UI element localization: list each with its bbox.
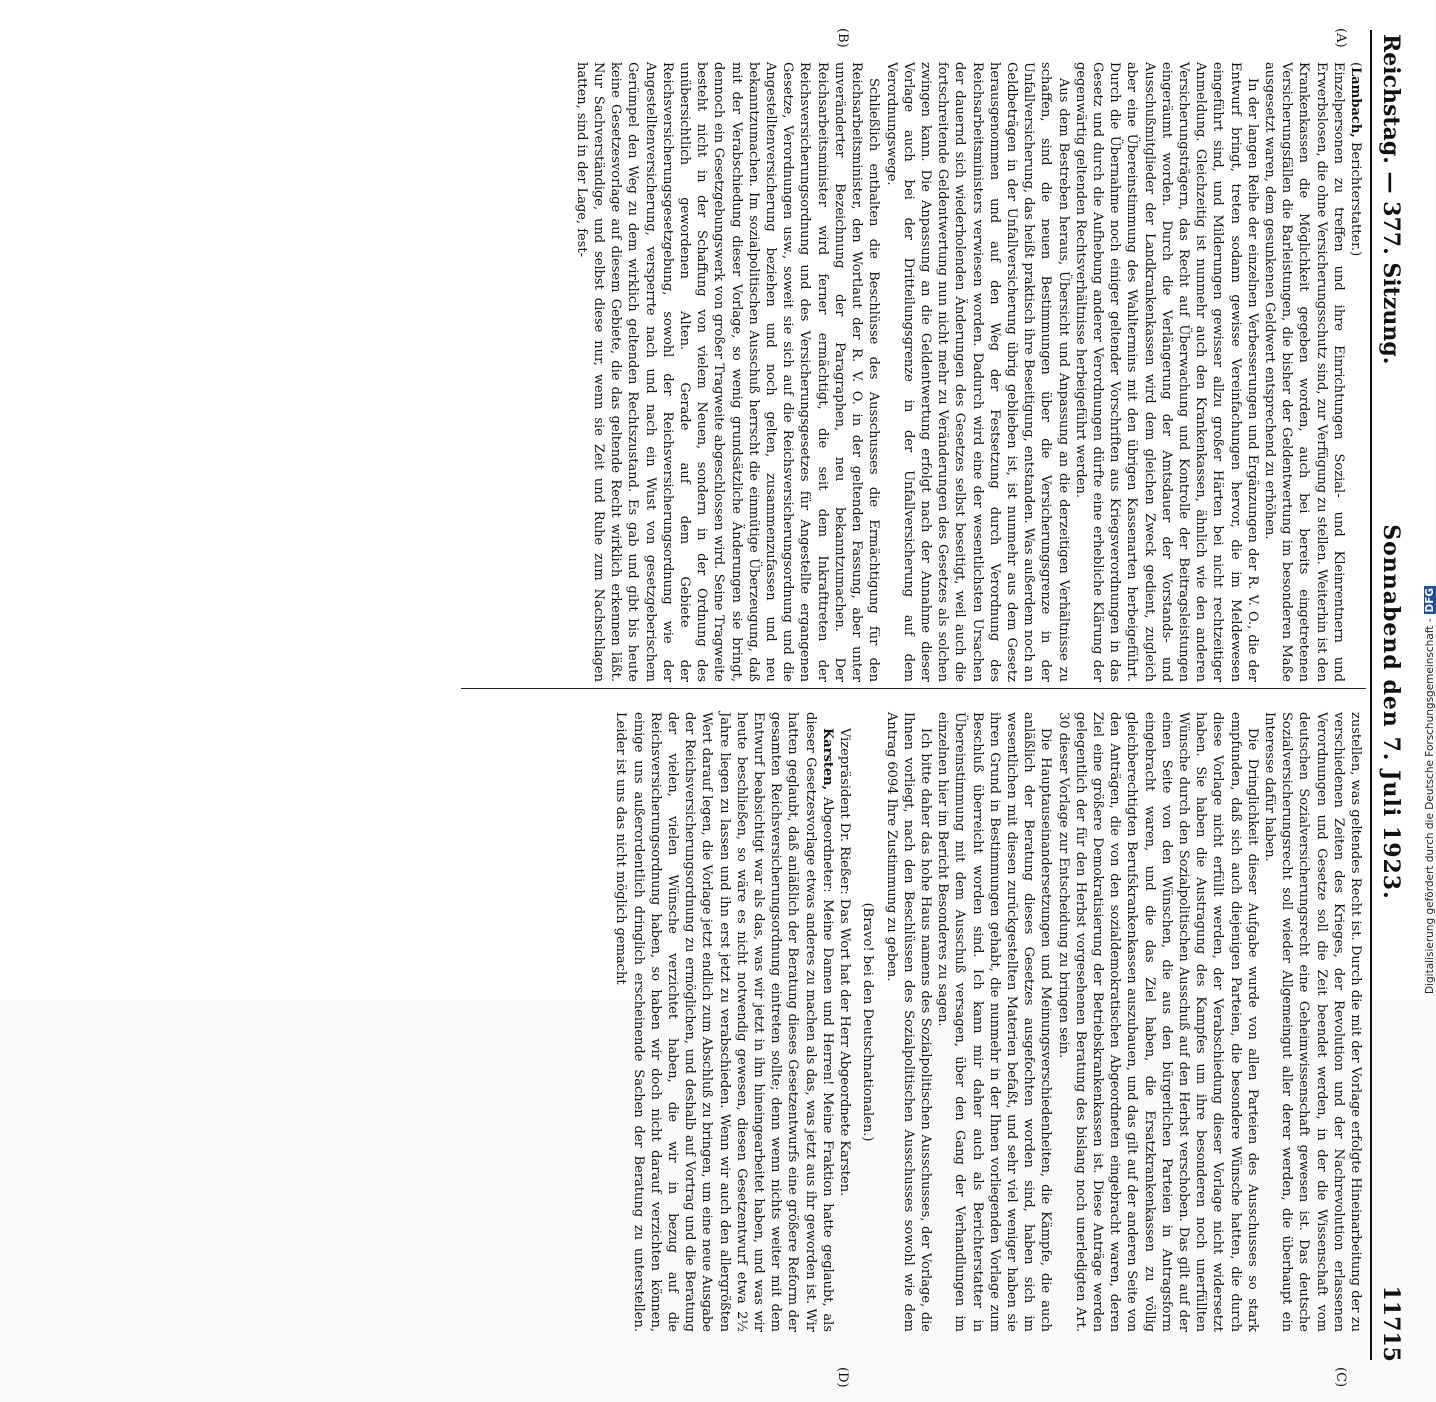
- left-column: [459, 62, 1364, 682]
- applause-note: (Bravo! bei den Deutschnationalen.): [860, 902, 876, 1142]
- paragraph: Schließlich enthalten die Beschlüsse des Ausschusses die Ermächtigung für den Reichsarbeitsminister, den Wortlaut der R. V. O. in der geltenden Fassung, aber unter unveränderter Bezeichnung der Paragraphen, neu bekanntzumachen. Der Reichsarbeitsminister wird ferner ermächtigt, die seit dem Inkrafttreten der Reichsversicherungsordnung und des Versicherungsgesetzes für Angestellte ergangenen Gesetze, Verordnungen usw., soweit sie sich auf die Reichsversicherungsordnung und die Angestelltenversicherung beziehen und noch gelten, zusammenzufassen und neu bekanntzumachen. Im sozialpolitischen Ausschuß herrscht die einmütige Überzeugung, daß mit der Verabschiedung dieser Vorlage, so wenig grundsätzliche Änderungen sie bringt, dennoch ein Gesetzgebungswerk von großer Tragweite abgeschlossen wird. Seine Tragweite besteht nicht in der Schaffung von vielem Neuen, sondern in der Ordnung des unübersichtlich gewordenen Alten. Gerade auf dem Gebiete der Reichsversicherungsgesetzgebung, sowohl der Reichsversicherungsordnung wie der Angestelltenversicherung, versperrte nach und nach ein Wust von gesetzgeberischem Gerümpel den Weg zu dem wirklich geltenden Rechtszustand. Es gab und gibt bis heute keine Gesetzesvorlage auf diesem Gebiete, die das geltende Recht wirklich erkennen läßt. Nur Sachverständige, und selbst diese nur, wenn sie Zeit und Ruhe zum Nachschlagen hatten, sind in der Lage, fest-: [573, 62, 882, 682]
- vice-president-intro: Vizepräsident Dr. Rießer: Das Wort hat der Herr Abgeordnete Karsten.: [837, 728, 853, 1197]
- paragraph: Die Hauptauseinandersetzungen und Meinungsverschiedenheiten, die Kämpfe, die auch anläßlich der Beratung dieses Gesetzes ausgefochten worden sind, haben sich im wesentlichen mit diesen zurückgestellten Materien befaßt, und sehr viel weniger haben sie ihren Grund in Bestimmungen gehabt, die nunmehr in der Ihnen vorliegenden Vorlage zum Beschluß überreicht worden sind. Ich kann mir daher auch als Berichterstatter in Übereinstimmung mit dem Ausschuß versagen, über den Gang der Verhandlungen im einzelnen hier im Bericht Besonderes zu sagen.: [935, 712, 1054, 1332]
- page-number: 11715: [1378, 1285, 1404, 1362]
- header-left: Reichstag. — 377. Sitzung.: [1378, 34, 1404, 365]
- karsten-speech: [612, 712, 836, 1332]
- margin-letter-c: (C): [1333, 1367, 1348, 1388]
- dfg-logo: DFG: [1424, 587, 1436, 613]
- paragraph: Die Dringlichkeit dieser Aufgabe wurde von allen Parteien des Ausschusses so stark empfunden, daß sich auch diejenigen Parteien, die besondere Wünsche hatten, die durch diese Vorlage nicht erfüllt werden, der Verabschiedung dieser Vorlage nicht widersetzt haben. Sie haben die Austragung des Kampfes um ihre besonderen noch unerfüllten Wünsche durch den Sozialpolitischen Ausschuß auf den Herbst verschoben. Das gilt auf der einen Seite von den Wünschen, die aus den bürgerlichen Parteien in Antragsform eingebracht waren, und die das Ziel haben, die Ersatzkrankenkassen zu völlig gleichberechtigten Berufskrankenkassen auszubauen, und das gilt auf der anderen Seite von den Anträgen, die von den sozialdemokratischen Abgeordneten eingebracht waren, deren Ziel eine größere Demokratisierung der Betriebskrankenkassen ist. Diese Anträge werden gelegentlich der für den Herbst vorgesehenen Beratung des bislang noch unerledigten Art. 30 dieser Vorlage zur Entscheidung zu bringen sein.: [1055, 712, 1260, 1332]
- digitization-note: [1424, 4, 1436, 994]
- karsten-text: Meine Damen und Herren! Meine Fraktion hatte geglaubt, als dieser Gesetzesvorlage etwas anderes zu machen als das, was jetzt aus ihr geworden ist. Wir hatten geglaubt, daß anläßlich der Beratung dieses Gesetzentwurfs eine größere Reform der gesamten Reichsversicherungsordnung eintreten sollte; denn wenn nichts weiter mit dem Entwurf beabsichtigt war als das, was wir jetzt in ihn hineingearbeitet haben, und was wir heute beschließen, so wäre es nicht notwendig gewesen, diesen Gesetzentwurf etwa 2½ Jahre liegen zu lassen und ihn erst jetzt zu verabschieden. Wenn wir auch den allergrößten Wert darauf legen, die Vorlage jetzt endlich zum Abschluß zu bringen, um eine neue Ausgabe der Reichsversicherungsordnung zu ermöglichen, und deshalb auf Vortrag und die Beratung der vielen, vielen Wünsche verzichtet haben, die wir in bezug auf die Reichsversicherungsordnung haben, so haben wir doch nicht darauf verzichten können, einige uns außerordentlich dringlich erscheinende Sachen der Beratung zu unterstellen. Leider ist uns das nicht möglich gemacht: [613, 712, 835, 1332]
- rotated-page: [450, 22, 1410, 1402]
- margin-letter-b: (B): [835, 28, 850, 48]
- speaker-role: Berichterstatter.): [1348, 141, 1363, 257]
- right-column: [459, 712, 1364, 1332]
- page-header: [1370, 22, 1410, 1402]
- karsten-name: Karsten,: [819, 728, 835, 791]
- header-center: Sonnabend den 7. Juli 1923.: [1378, 524, 1404, 900]
- paragraph: Einzelpersonen zu treffen und ihre Einrichtungen Sozial- und Kleinrentnern und Erwerbslosen, die ohne Versicherungsschutz sind, zur Verfügung zu stellen. Weiterhin ist den Krankenkassen die Möglichkeit gegeben worden, auch bei bereits eingetretenen Versicherungsfällen die Barleistungen, die bisher der Geldentwertung im besonderen Maße ausgesetzt waren, dem gesunkenen Geldwert entsprechend zu erhöhen.: [1261, 62, 1346, 682]
- speaker-line: (Lambach, Berichterstatter.): [1348, 62, 1363, 257]
- margin-letter-a: (A): [1333, 28, 1348, 48]
- column-divider: [461, 688, 1366, 689]
- digitization-text: Digitalisierung gefördert durch die Deutsche Forschungsgemeinschaft -: [1424, 618, 1436, 994]
- speaker-name: Lambach,: [1348, 67, 1363, 138]
- paragraph: zustellen, was geltendes Recht ist. Durch die mit der Vorlage erfolgte Hineinarbeitung der zu verschiedenen Zeiten des Krieges, der Revolution und der Nachrevolution erlassenen Verordnungen und Gesetze soll die Zeit beendet werden, in der die Wissenschaft vom deutschen Sozialversicherungsrecht eine Geheimwissenschaft gewesen ist. Das deutsche Sozialversicherungsrecht soll wieder Allgemeingut aller derer werden, die überhaupt ein Interesse dafür haben.: [1261, 712, 1363, 1332]
- paragraph: Ich bitte daher das hohe Haus namens des Sozialpolitischen Ausschusses, der Vorlage, die Ihnen vorliegt, nach den Beschlüssen des Sozialpolitischen Ausschusses sowohl wie dem Antrag 6094 Ihre Zustimmung zu geben.: [883, 712, 933, 1332]
- paragraph: Aus dem Bestreben heraus, Übersicht und Anpassung an die derzeitigen Verhältnisse zu schaffen, sind die neuen Bestimmungen über die Versicherungsgrenze in der Unfallversicherung, das heißt praktisch ihre Beseitigung, entstanden. Was außerdem noch an Geldbeträgen in der Unfallversicherung übrig geblieben ist, ist nunmehr aus dem Gesetz herausgenommen und auf den Weg der Festsetzung durch Verordnung des Reichsarbeitsministers verwiesen worden. Dadurch wird eine der wesentlichsten Ursachen der dauernd sich wiederholenden Änderungen des Gesetzes selbst beseitigt, weil auch die fortschreitende Geldentwertung nun nicht mehr zu Veränderungen des Gesetzes als solchen zwingen kann. Die Anpassung an die Geldentwertung erfolgt nach der Annahme dieser Vorlage auch bei der Dritteilungsgrenze in der Unfallversicherung auf dem Verordnungswege.: [883, 62, 1071, 682]
- karsten-role: Abgeordneter:: [819, 796, 835, 893]
- margin-letter-d: (D): [835, 1367, 850, 1388]
- header-rule: [1370, 30, 1372, 1360]
- paragraph: In der langen Reihe der einzelnen Verbesserungen und Ergänzungen der R. V. O., die der Entwurf bringt, treten sodann gewisse Vereinfachungen hervor, die im Meldewesen eingeführt sind, und Milderungen gewisser allzu großer Härten bei nicht rechtzeitiger Anmeldung. Gleichzeitig ist nunmehr auch den Krankenkassen, ähnlich wie den anderen Versicherungsträgern, das Recht auf Überwachung und Kontrolle der Beitragsleistungen eingeräumt worden. Durch die Verlängerung der Amtsdauer der Vorstands- und Ausschußmitglieder der Landkrankenkassen wird dem gleichen Zweck gedient, zugleich aber eine Übereinstimmung des Wahltermins mit den übrigen Kassenarten herbeigeführt. Durch die Übernahme noch einiger geltender Vorschriften aus Kriegsverordnungen in das Gesetz und durch die Aufhebung anderer Verordnungen dürfte eine erhebliche Klärung der gegenwärtig geltenden Rechtsverhältnisse herbeigeführt werden.: [1072, 62, 1260, 682]
